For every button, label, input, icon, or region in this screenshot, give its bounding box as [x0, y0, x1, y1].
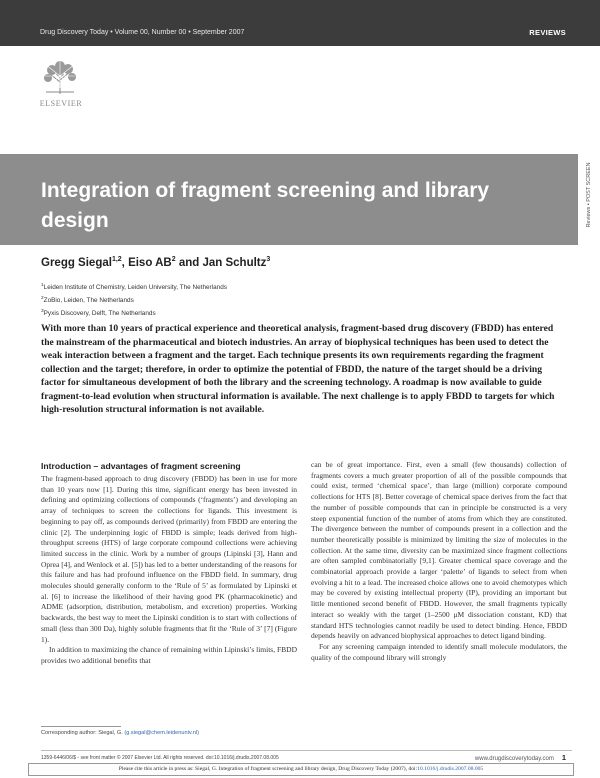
- body-column-left: [41, 460, 297, 667]
- corresponding-label: Corresponding author:: [41, 730, 97, 736]
- author-separator: and: [175, 256, 203, 269]
- body-column-right: [311, 460, 567, 663]
- elsevier-tree-logo: [40, 58, 80, 96]
- footer-rule: [41, 750, 572, 751]
- affiliations: [41, 280, 227, 319]
- affiliation-sup: 3: [41, 309, 44, 315]
- copyright-line: 1359-6446/06/$ - see front matter © 2007 Elsevier Ltd. All rights reserved. doi:10.1016/j.drudis.2007.08.005: [41, 755, 279, 761]
- page-number: 1: [561, 753, 566, 762]
- article-title: Integration of fragment screening and library design: [41, 179, 490, 232]
- affiliation-text: Pyxis Discovery, Delft, The Netherlands: [43, 310, 156, 318]
- body-paragraph: The fragment-based approach to drug discovery (FBDD) has been in use for more than 10 years now [1]. During this time, significant energy has been invested in defining and optimizing collections of compounds (‘fragments’) and developing an array of techniques to screen the collections for ligands. This investment is beginning to pay off, as compounds derived (primarily) from FBDD are entering the clinic [2]. The underpinning logic of FBDD is simple; leads derived from high-throughput screens (HTS) of large corporate compound collections were achieving limited success in the clinic. Work by a number of groups (Lipinski [3], Hann and Oprea [4], and Wenlock et al. [5]) has led to a better understanding of the reasons for this failure and has had profound influence on the FBDD field. In summary, drug molecules should generally conform to the ‘Rule of 5’ as formulated by Lipinski et al. [6] to increase the likelihood of their having good PK (pharmacokinetic) and ADME (adsorption, distribution, metabolism, and excretion) properties. Working backwards, the best way to meet the Lipinski condition is to start with collections of small (less than 300 Da), highly soluble fragments that fit the ‘Rule of 3’ [7] (Figure 1).: [41, 474, 297, 644]
- section-heading: Introduction – advantages of fragment screening: [41, 461, 241, 471]
- journal-url[interactable]: www.drugdiscoverytoday.com: [474, 756, 554, 762]
- journal-info: Drug Discovery Today • Volume 00, Number 00 • September 2007: [40, 29, 245, 36]
- author-name: Eiso AB: [128, 256, 172, 269]
- title-band: [0, 154, 578, 245]
- author-separator: ,: [121, 256, 129, 269]
- body-paragraph: can be of great importance. First, even a small (few thousands) collection of fragments covers a much greater proportion of all of the possible compounds that could exist, termed ‘chemical space’, than large (million) corporate compound collections for HTS [8]. Better coverage of chemical space derives from the fact that the number of possible compounds that can in principle be constructed is a very steep exponential function of the number of atoms from which they are constituted. The divergence between the number of compounds present in a collection and the number theoretically possible is minimized by limiting the size of molecules in the collection. At the same time, diversity can be maximized since fragment collections are often sampled combinatorially [9,1]. Greater chemical space coverage and the combinatorial approach provide a larger ‘palette’ of ligands to select from when evolving a hit to a lead. The increased choice allows one to avoid chemotypes which may be covered by existing intellectual property (IP), providing an important but little mentioned second benefit of FBDD. However, the small fragments typically interact so weakly with the target (1–2500 μM dissociation constant, KD) that standard HTS technologies cannot readily be used to detect binding. Hence, FBDD depends heavily on advanced biophysical approaches to detect ligand binding.: [311, 460, 567, 641]
- body-paragraph: In addition to maximizing the chance of remaining within Lipinski’s limits, FBDD provides two additional benefits that: [41, 645, 297, 665]
- author-affil-sup: 1,2: [111, 256, 122, 263]
- elsevier-logo-text: ELSEVIER: [39, 99, 83, 108]
- affiliation-sup: 2: [41, 296, 44, 302]
- side-section-tab: [583, 158, 592, 238]
- author-name: Gregg Siegal: [41, 256, 112, 269]
- footer-right: [475, 753, 566, 762]
- citation-bar: [28, 763, 574, 776]
- corresponding-name: Siegal, G.: [98, 730, 123, 736]
- body-paragraph: For any screening campaign intended to identify small molecule modulators, the quality of the compound library will strongly: [311, 641, 567, 662]
- citation-doi[interactable]: 10.1016/j.drudis.2007.08.005: [417, 766, 484, 772]
- affiliation-text: Leiden Institute of Chemistry, Leiden University, The Netherlands: [43, 284, 227, 292]
- author-affil-sup: 2: [171, 256, 176, 263]
- journal-header-bar: [0, 0, 600, 46]
- footnote-rule: [41, 726, 121, 727]
- affiliation: [41, 293, 227, 306]
- corresponding-email[interactable]: (g.siegal@chem.leidenuniv.nl): [124, 730, 199, 736]
- affiliation: [41, 280, 227, 293]
- author-affil-sup: 3: [266, 256, 271, 263]
- corresponding-author: [41, 730, 297, 736]
- affiliation: [41, 306, 227, 319]
- affiliation-sup: 1: [41, 283, 44, 288]
- author-list: [41, 256, 270, 269]
- side-tab-label: Reviews • POST SCREEN: [586, 162, 592, 228]
- citation-text: Please cite this article in press as: Siegal, G. Integration of fragment screening and library design, Drug Discovery Today (2007), doi:: [118, 766, 418, 772]
- abstract: With more than 10 years of practical experience and theoretical analysis, fragment-based drug discovery (FBDD) has entered the mainstream of the pharmaceutical and biotech industries. An array of biophysical techniques has been used to detect the weak interaction between a fragment and the target. Each technique presents its own requirements regarding the fragment collection and the target; therefore, in order to optimize the potential of FBDD, the nature of the target should be a driving factor for simultaneous development of both the library and the screening technology. A roadmap is now available to guide fragment-to-lead evolution when structural information is available. The next challenge is to apply FBDD to targets for which high-resolution structural information is not available.: [41, 323, 555, 415]
- author-name: Jan Schultz: [202, 256, 267, 269]
- affiliation-text: ZoBio, Leiden, The Netherlands: [43, 297, 134, 305]
- section-label: REVIEWS: [529, 28, 566, 37]
